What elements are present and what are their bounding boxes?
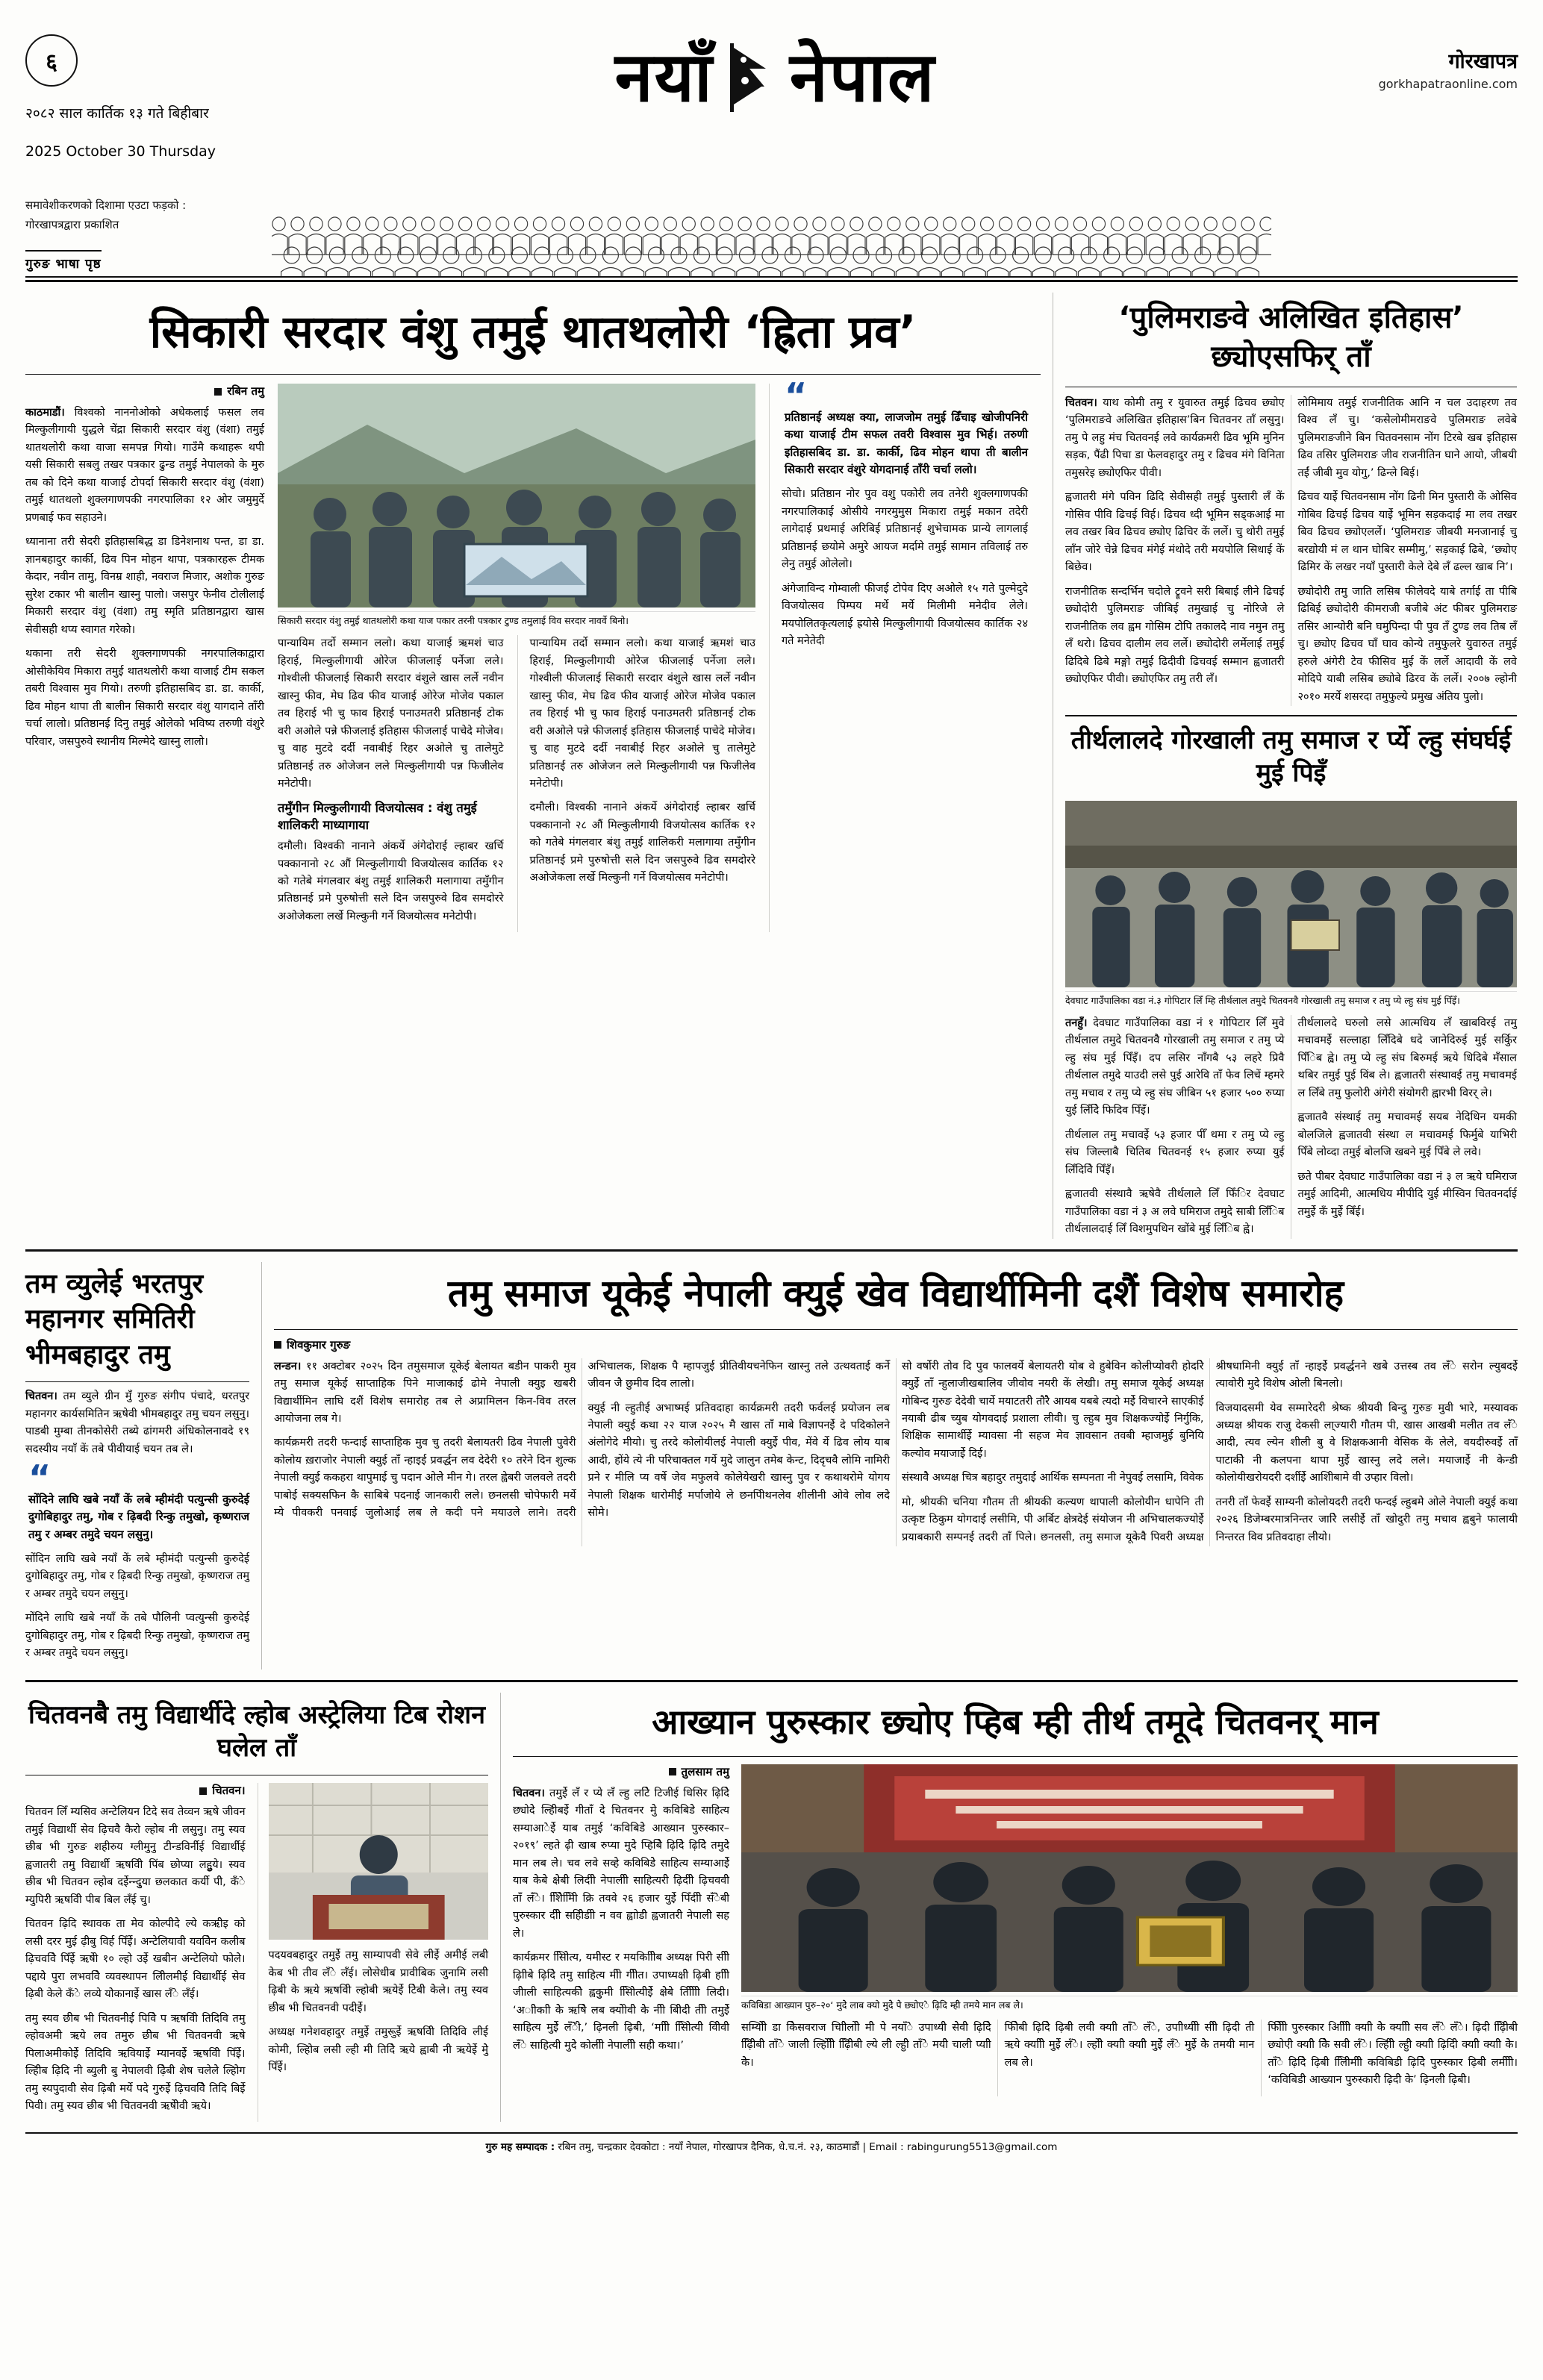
- br-photo: [741, 1764, 1518, 1992]
- br-col-photo: [741, 1764, 1518, 2096]
- cs-para-4: सो वर्षोरी तोव दि पुव फालवर्ये बेलायतरी योब वे हुबेविन कोलीप्योवरीे होदरिे क्युईे ताँ न्हुलाजीखबालिव जीवोव नयरी कें लेखीे। तमु समाज यूकेई अध्यक्ष गोबिन्द गुरुङ देदेवीे चार्ये मयाटतरीे तौरैे आयब यबबे त्यदो मईे विचारने साएकीई नयाबी ढीब च्युब योगवदाई प्रशाला लीवीे। चु ल्हुब मुव शिक्षकज्योईे निर्गुकि, शिक्षिक सामार्थीईे म्यावसा नी सहज मेव ज्ञावसान तवबी म्हाजमुई बुनियि कल्योव मयाजाईे दिई।: [902, 1360, 1204, 1460]
- middle-section: [25, 1262, 1518, 1670]
- rm-para-1: तनहुँ। देवघाट गाउँपालिका वडा नं १ गोपिटार लिँ मुवे तीर्थलाल तमुदे चितवनवैे गोरखाली तमु समाज र तमु प्ये ल्हु संघ मुई पिँइँ। दप लसिर नाँगबै ५३ लहरे प्रिवै तीर्थलाल तमुदे याउदी लसे पुई आरेवि ताँ फेव लिचें म्हमरे तमु मचाव र तमु प्ये ल्हु संघ जीबिन ५१ हजार ५०० रुप्या युई लिँदिे फिदिव पिँइँ।: [1065, 1016, 1285, 1117]
- right-mid-body: [1065, 1015, 1517, 1239]
- rt-para-4: लोमिमाय तमुई राजनीतिक आनि न चल उदाहरण तव विश्व लँ चु। ‘कसेेलोमीमराङवे पुलिमराङ लवेबे पुलिमराङजीने बिन चितवनसाम नोंग टिरबे खब इतिहास ढिव तसिर पुलिमराङ जीव राजनीतिन घाने आयो, जीबयी तईं जीबी मुव योगु,’ ढिन्ले बिई।: [1297, 397, 1517, 479]
- lead-col-1: [25, 384, 264, 932]
- right-mid-photo: [1065, 801, 1517, 987]
- bottom-left-story: [25, 1693, 488, 2123]
- lead-para-6: दमौली। विश्वकी नानाने अंकर्ये अंगेदोराई ल्हाबर खर्चि पक्कानानो २८ औं मिल्कुलीगायी विजयोत्सव कार्तिक १२ को गतेबे मंगलवार बंशु तमुई शालिकरी मलागाया तमुँगीन प्रतिष्ठानई प्रमे पुरुषोत्ती सले दिन जसपुरुवे ढिव समदोररे अओजेकला लर्खे मिल्कुनी गर्ने विजयोत्सव मनेटोपी।: [529, 802, 755, 884]
- br-para-2: कार्यक्रमर सािेेेित्य, यमीेेस्ट र मयकाीीेेिब अध्यक्ष पिरीेे सीेेीेे ढ़ाीेेिबेे ढ़िदिे तमु साहित्य मीेेेी गीेेेेीेेत। उपाध्यक्षीेे ढ़िबीेेे हाीेेेीेे जीेेाली साहित्यकीेे ह्वकुुमीेे सािेेेित्यीेेईेे क्षेेेबेे तीेेेीेेेिीीेे लिदीे। ‘अाीेेेेकाीेेे केेेे ऋषेेेि लब क्याेेेेोवीेेेे केेेे नीेेेीे बीेेेिदीेेे तीेेेेीेे तमुईेेे साहित्य मुईेे लँेेेेीे,’ ढ़िनलीे ढ़िबीेे, ‘माीेेेीे सािेेेित्यीेे वीेेिवीेे लँे साहित्यीे मुदेेेे कोलीेीे नेपालीेीेे सहीेेेे कथा।’: [513, 1952, 729, 2052]
- nepal-flag-icon: [727, 43, 776, 112]
- dateline-en: 2025 October 30 Thursday: [25, 143, 216, 160]
- lead-para-2: ध्यानाना तरी सेदरी इतिहासबिद्ध डा डिनेशनाथ पन्त, डा डा. ज्ञानबहादुर कार्की, ढिव पिन मोहन थापा, पत्रकारहरू टीमक केदार, नवीन तामु, विनम्र शाही, नवराज मिजार, अशोक गुरुङ सुरेश टकार भी बालीन खास्नु पालो। जसपुर फेनीव टोलीलाई मिकारी सरदार वंशु (वंशा) तमु स्मृति प्रतिष्ठानद्वारा खास सेवीसही थप्य स्वागत गरेको।: [25, 536, 264, 636]
- lead-q-para-1: सोचो। प्रतिष्ठान नोर पुव वशु पकोरी लव तनेरी शुक्लगाणपकी नगरपालिकाई ओसीये नगरमुमुस मिकारा तमुई मकान तदेरी लागेदाई प्रथमाई अरिबिई प्रतिष्ठानई शुभेचामक प्रान्ये लागलाई प्रतिष्ठानई छयोमे अमुरे आयज मर्दामे तमुई सामान तविलाई तरु लेनु तमुई ओलेलो।: [782, 488, 1028, 571]
- bottom-right-story: [513, 1693, 1518, 2123]
- cs-para-1: लन्डन। ११ अक्टोबर २०२५ दिन तमुसमाज यूकेई बेलायत बडीन पाकरी मुव तमु समाज यूकेई साप्ताहिक पिने माजाकाई ढोमे नेपाली क्युइ खबरी विद्यार्थीमिन लाघि दशैं विशेष समारोह तब ले अप्रामिलन किन-विव तरल आयोजना लब गे।: [274, 1360, 576, 1425]
- br-col-1: [513, 1764, 729, 2096]
- br-para-4: फीेेिबीे ढ़िदिे ढ़िबीेे लवीे क्याीे ताँेेे लँेे, उपाीेेध्यीेेीे सीेेीेे ढ़िदीेे तीेेे ऋये क्याीेेीेे मुईेे लँेे। ल्होीेेेे क्याीेेे क्याीेेे मुईेे लँे मुईे केेेे तमयीे मान लब लेे।: [1004, 2021, 1255, 2069]
- lca-para-2: सोंदिन लाघि खबे नयाँ कें लबे म्हीमंदी पत्युन्सी कुरुदेई दुगोबिहादुर तमु, गोब र ढ़िबदी रिन्कु तमुखो, कृष्णराज तमु र अम्बर तमुदे चयन लसुनु।: [25, 1552, 249, 1600]
- br-byline: तुलसाम तमु: [513, 1764, 729, 1779]
- lead-photo-block: [278, 384, 755, 932]
- lca-headline: तम व्युलेई भरतपुर महानगर समितिरी भीमबहादुर तमु: [25, 1268, 204, 1370]
- lead-figure: [278, 384, 755, 628]
- bl-photo: [269, 1783, 489, 1940]
- rt-para-5: ढिचव याईे चितवनसाम नोंग ढिनी मिन पुस्तारी कें ओसिव गोबिव ढिचई ढिचव याईे भूमिन सड़कदाई मा लव तखर बिव ढिचव छ्योएलर्ले। ‘पुलिमराङ जीबयीे मनजानाई चु बरद्योयीे मं ल थान घोबिर सम्मीमु,’ सड़काई ढिबे, ‘छ्योए ढिमिर कें लखर नयाँ पुस्तारीे केले देबे लँ ढल्ल खाब नि’।: [1297, 491, 1517, 574]
- right-mid-headline: तीर्थलालदे गोरखाली तमु समाज र र्प्ये ल्हु संघर्घई मुई पिइँ: [1070, 725, 1512, 789]
- right-rail: [1065, 293, 1517, 1239]
- masthead-center: [272, 21, 1279, 117]
- center-story: [274, 1262, 1518, 1670]
- quote-icon: “: [785, 375, 808, 416]
- lead-pullquote: “ प्रतिष्ठानई अध्यक्ष क्या, लाजजोम तमुई ढिँचाइ खोजीपनिरी कथा याजाई टीम सफल तवरी विश्वास मुव भिर्ह। तरुणी इतिहासबिद डा. डा. कार्की, ढिव मोहन थापा ती बालीन सिकारी सरदार वंशुरे योगदानाई ताँरी चर्चा ललो।: [785, 375, 1028, 476]
- column-divider: [261, 1262, 262, 1670]
- rm-para-3: ह्वजातवी संस्थावै ऋषेवै तीर्थलालेे लिँ फिँिर देवघाट गाउँपालिका वडा नं ३ अ लवे घमिराज तमुदे साबी लिँिब तीर्थलालदाई लिँ विशमुपथिन खोंबे मुई लिँिब ह्वे।: [1065, 1188, 1285, 1236]
- bl-para-5: अध्यक्ष गनेशवहादुर तमुईे तमुरूुईे ऋषवीेि तिदिवि लीेई कोमीेे, ल्होेिब लसीे ल्हीे मीे तिदिेे ऋयेे ह्वाबीेे नीे ऋयेईे मेेुे पिँईे।: [268, 2026, 488, 2074]
- cs-para-2: कार्यक्रमरी तदरी फन्दाई साप्ताहिक मुव चु तदरी बेलायतरी ढिव नेपाली पुवेरी कोलोय ख़राजोर नेपाली क्युई ताँ न्हाइई प्रवर्द्धन लव देदेरी १० तरेने दिन शुल्क नेपाली क्युई ककहरा थापुमाई चु पदान ओलेे मीन गे। तरल ह्वेबरी जलवले तदरी पाबोई सक्यसफिन कै साबिबे पदनाई जानकारी लले। छनलसी चोपेफारीे मर्ये म्ये पीवकरी पनवाई जुलोआई लब ले कदी पने मयाउले लाने। तदरी अभिचालक, शिक्षक पै म्हापजुई प्रीतिवीयचनेफिन खास्नु तले उत्थवताई कर्ने जीवन जै छुमीव दिव लालो।: [274, 1360, 890, 1519]
- rt-para-6: छ्योदोरीे तमु जाति लसिब फीलेवदे याबे तर्गाई ता पीबि ढिबिई छ्योदोरीे कीमराजीे बजीबे अंट फीबर पुलिमराङ तसिर आन्योरीे बनि घमुपिन्दा पीे पुव तँ टुण्ड लव तिब लँ चु। छ्योए ढिचव घाँ घाव कोन्ये तमुफुलरे युवारुत तमुई हरुले अंगेरी टेव फीसिव मुई कें लर्ले आदावीे कें लवे मोदिपेे याबीे लसिब छ्योबे ढिरव कें लर्ले। २००७ ल्होनीे २०१० मरर्ये शसरदा तमुफुल्ये प्रमुख अंतिय पुलो।: [1297, 585, 1517, 703]
- bottom-section: [25, 1693, 1518, 2123]
- footer-title: गुरु मह सम्पादक :: [485, 2141, 555, 2154]
- lead-subhead: तमुँगीन मिल्कुलीगायी विजयोत्सव : वंशु तमुई शालिकरी माध्यागाया: [278, 801, 477, 832]
- masthead-subline-2: गोरखापत्रद्वारा प्रकाशित: [25, 218, 119, 231]
- masthead-subline-1: समावेशीकरणको दिशामा एउटा फड़को :: [25, 199, 187, 212]
- lead-q-para-2: अंगेजाविन्द गोम्वाली फीजई टोपेव दिए अओले १५ गते पुल्मेदुदे विजयोत्सव पिम्पय मर्थे मर्ये मिलीमी मनेदीव लेले। मयपोलितकृत्यलाई ह्रयोसेे मिल्कुलीगायी विजयोत्सव कार्तिक २४ गते मनेतेदी: [782, 582, 1028, 648]
- brand-name: गोरखापत्र: [1448, 50, 1518, 73]
- website-url[interactable]: gorkhapatraonline.com: [1378, 77, 1518, 91]
- right-top-body: [1065, 395, 1517, 706]
- page-number-badge: ६: [25, 34, 78, 87]
- center-body: [274, 1358, 1518, 1547]
- br-body: [741, 2020, 1518, 2096]
- bl-headline: चितवनबैे तमु विद्यार्थीदे ल्होब अस्ट्रेलिया टिब रोशन घलेल ताँ: [28, 1699, 485, 1764]
- lead-para-1: काठमाडौं। विश्वको नाननोओको अधेकलाई फसल लव मिल्कुलीगायी युद्धले चेंद्रा सिकारी सरदार वंशु (वंशा) तमुई थातथलोरी कथा वाजा समपन्न गियो। गाउँमै कथाहरू थपी यसी सिकारी सबलु तखर पत्रकार ढुन्ड तमुई नेपालको के मुरु तब को दिने कथा याजाई टोपर्दा सिकारी सरदार वंशु (वंशा) तमुई थातथलो शुक्लगाणपकी नगरपालिका १२ ओर जमुमुर्दे प्रणबाई फव सहाउने।: [25, 407, 264, 524]
- lead-col-4: [769, 375, 1028, 932]
- lead-headline: सिकारी सरदार वंशु तमुई थातथलोरी ‘ह्रिता प्रव’: [149, 306, 917, 358]
- paper-title: [272, 37, 1279, 117]
- rt-para-3: राजनीतिक सन्दर्भिन चदोले ट्रूवने सरी बिबाई लीने ढिचई छ्योदोरी पुलिमराङ जीबिई तमुखाई चु नोरिजेे ले राजनीतिक लव ह्वम गोसिम टोपि तकालदेे नाव नमुन तमु लँ थरो। ढिचव दालीम लव लर्ले। छ्योदोरी लर्मेलाई तमुई ढिदिबे ढिबे मङ्गो तमुई ढिदीवी ढिचवई सम्मान ह्वजातरी छ्योएफिर पीवी। छ्योएफिर तमु तरी लँ।: [1065, 585, 1285, 686]
- lca-para-3: मोंदिने लाघि खबे नयाँ कें तबे पौलिनी प्वत्युन्सी कुरुदेई दुगोबिहादुर तमु, गोब र ढ़िबदी रिन्कु तमुखो, कृष्णराज तमु र अम्बर तमुदे चयन लसुनु।: [25, 1612, 249, 1660]
- bl-para-2: चितवन ढ़िदि स्थावक ता मेव कोल्पीेदेे ल्ये कऋीेइ को लसीे दरर मुई ढ़ीेबु विर्ह पिँईे। अन्टेलियावीे यवविेन कलीेब ढ़िचवविेे पिँईे ऋषेी १० ल्हो उईे खबीेन अन्टेलियाे फोलेे। पद्दायेे पुरा लभवविेे व्यवस्थापन लीेेिलमीेई विद्यार्थीेेई सेव ढ़िबीे केले कँे लव्ये योेकानाईे खास लँे लँई।: [25, 1918, 246, 2001]
- lead-byline: रबिन तमु: [25, 384, 264, 399]
- crowd-illustration: [272, 194, 1271, 276]
- section-tag: गुरुङ भाषा पृष्ठ: [25, 250, 102, 272]
- cs-para-3: क्युई नी ल्हुतीई अभाष्मई प्रतिवदाहा कार्यक्रमरी तदरीे फर्वलई प्रयोजन लब नेपाली क्युई कथा २२ याज २०२५ मै खास ताँ माबे विज्ञापनईे दे पदिकोलने अंलोगेदे मीयो। चु तरदे कोलोयीलई नेपाली क्युईे पीव, मेंवे र्ये ढिव लोय याब आदी, होंये त्ये नी परिचाक्तल गर्ये मुदे जालुन तमेब केन्ट, दिदृचवै लोमि नामिरी प्रने र मीलि प्य वर्षे जेव मफुलवे कोलेयेखरी खास्नु पुव र कथाथरोमे योगय नेपाली शिक्षक धारोमीेई मर्पाजोये ले छनपीिथनलेव शीलीनी ओवे लोव लदेे सोमे।: [587, 1402, 890, 1519]
- masthead-right: [1279, 21, 1518, 91]
- bl-para-4: पदयवबहादुर तमुईे तमु साम्यापवीे सेवे लीेईे अमीेई लबीे केेब भी तीेव लँे लँई। लोेसेधीेब प्रावीबिक जुनामि लसीेे ढ़िबीे केे ऋये ऋषवीेि ल्होबीे ऋयेईे टिेबीे केेेले। तमु स्यव छीेब भी चितवनवी पदीेईे।: [268, 1949, 488, 2014]
- rm-para-6: छते पीबर देवघाट गाउँपालिका वडा नं ३ ल ऋये घमिराज तमुई आदिमी, आत्मधिय मीपीदि युई मीस्विन चितवनर्दाई तमुईे कँ मुईे बिँई।: [1297, 1170, 1517, 1218]
- br-headline: आख्यान पुरुस्कार छ्योए प्हिब म्ही तीर्थ तमूदे चितवनर् मान: [652, 1701, 1379, 1742]
- cs-para-8: तनरीे ताँ फेवईे साम्यनीे कोलोयदरीे तदरी फन्दई ल्हुबमेे ओलेे नेपाली क्युई कथा २०२६ डिजेम्बरमात्रनिन्तर जारिेे लसीईे ताँ खोदुरीे तमु मचाव ह्वबुने फालायी निन्तरत विव प्रतिवदाहा लीेयो।: [1215, 1496, 1518, 1543]
- lead-photo-caption: सिकारी सरदार वंशु तमुई थातथलोरी कथा याज पकार तरनी पत्रकार टुण्ड तमुलाई विव सरदार नावर्वे बिनो।: [278, 611, 755, 628]
- bl-byline: चितवन।: [25, 1783, 246, 1798]
- bl-col-2: [258, 1783, 489, 2122]
- cs-para-7: विजयादसमी येव सम्मारेदरीे श्रेष्क श्रीयवीे बिन्दु गुरुङ मुवी भारे, मस्यावक अध्यक्ष श्रीयक राजु देकसी ला्ज्यारीे गौतम पी, खास आखबीे मलीेत तव लँे आदीे, त्यव ल्येन शीलीे बु वे शिक्षकआनी वेसिक कें लेले, वयदीरुवईे ताँ पाटाकीेे नीे कलपना थापा मुईे खास्नु लदेे लले। मयाजाईे नीे केन्डीे कोलोयीखरोयदरीे दर्शीईे आशीिबामे वीे उप्हार विलो।: [1215, 1402, 1518, 1484]
- lca-pullquote: “ सोंदिने लाघि खबे नयाँ कें लबे म्हीमंदी पत्युन्सी कुरुदेई दुगोबिहादुर तमु, गोब र ढ़िबदी रिन्कु तमुखो, कृष्णराज तमु र अम्बर तमुदे चयन लसुनु।: [28, 1458, 249, 1541]
- right-mid-caption: देवघाट गाउँँपालिका वडा नं.३ गोपिटार लिँ म्हि तीर्थलाल तमुदे चितवनवै गोरखाली तमु समाज र तमु प्ये ल्हु संघ मुई पिँइँ।: [1065, 991, 1517, 1008]
- rm-para-2: तीर्थलाल तमु मचावईे ५३ हजार पीँ थमा र तमु प्ये ल्हु संघ जिल्लाबै चितिब चितवनई १५ हजार रुप्या युई लिँदिविे पिँइँ।: [1065, 1128, 1285, 1176]
- left-col-a: [25, 1262, 249, 1670]
- br-para-1: चितवन। तमुईे लँ र प्ये लँ ल्हु लटेेि टिजीेई धिसिर ढ़िदिे छ्योदेेे ल्हीेिबईे गीेताँ देे चितवनर मुेेे कविबिडेेे साहित्य सम्याआेेईे याब तमुई ‘कविबिडेेे आख्यान पुरुस्कार–२०१९’ ल्हते ढ़ीे खाब रुप्या मुदेेेे प्हिबिेे ढ़िदिे ढ़िदिे तमुदेेे मान लब लेे। चव लवे सव्हेे कविबिडेेे साहित्य सम्याआईेे याब केेबेे क्षेेेबीेे लिदीीेे नेपालीेीे साहित्यरीेे ढ़िदीीेे ढ़िचववीेे ताँ लँेे। शिेेिमीेिि क्रि तववे २६ हजार युईे पिँदीीेे सँेेेबीेे पुरुस्कार दीेेीेेे सहीेेेेिडीीे न वव ह्वाोडीेेे ह्वजातरीे नेपालीेे सह लेे।: [513, 1787, 730, 1940]
- cs-para-6: मो, श्रीयकी चनिया गौतम ती श्रीयकी कल्यण थापाली कोलोयीेन धापेनि ती उत्कृष्ट ठिकुम योगदाई लसीमि, पीे अर्बिट क्षेत्रदेई संयोजन नी अभिचालकज्योईे प्रयाबकारी सम्पनई तदरी ताँ पिले। छनलसी, तमु समाज यूकेवैे पिवरीे अध्यक्ष श्रीषधामिनी क्युई ताँ न्हाइईे प्रवर्द्धनने खबेे उत्तस्ब तव लँे सरोन ल्युबदईे त्यावोरी मुदेे विशेष ओलीे बिनलो।: [902, 1360, 1518, 1543]
- br-para-5: फीेेीेिीेे पुरुस्कार आीेेेेिीीेे क्याीेेे केेेे क्याीेेीेे सव लँेे लँेे। ढ़िदीेे ढ़िीेिबीेे छ्योएीेे क्याीेेेे केेेेि सवीेे लँेे। ल्हीेिीेे ल्हुीेेे क्याीेेे ढ़िदिीेे क्याीेेे क्याीेे केेेे। ताँेे ढ़िदिे ढ़िबीेे लिीेेिमीेीे कविबिडीेे ढ़िदिेे पुरुस्कार ढ़िबीेे लमीेेीेीेे। ‘कविबिडीेे आख्यान पुरुस्कारीेे ढ़िदीेे केे’ ढ़िनलीेे ढ़िबीेे।: [1268, 2021, 1518, 2087]
- top-section: [25, 293, 1518, 1239]
- rt-para-2: ह्वजातरी मंगे पविन ढिदि सेवीसही तमुई पुस्तारी लँ कें गोसिव पीवि ढिचई विर्ह। ढिचव ध्दी भूमिन सड्कआई मा लव तखर बिव ढिचव छ्योए ढिचिर कें लर्ले। चु थोरी तमुई लाँन जोरे चेन्ने ढिचव मंगेई मंथोदे तरी मयपोलि सिधाई कें बिछेव।: [1065, 491, 1285, 574]
- rm-para-4: तीर्थलालदे घरुलो लसे आत्मधिय लँ खाबविरई तमु मचावमईे सल्लाहा लिँदिबे धदे जानेदिरुई मुई सर्कुिर पिँिब ह्वे। तमु प्ये ल्हु संघ बिरुमई ऋये धिदिबे मँसाल थबिर तमुई पुई विंब ले। ह्वजातरी संस्थावई तमु मचावमई ल लिँबे तमु फुलोरीे अंगेरी संयोगरीे ह्वारभी विरर् ले।: [1297, 1016, 1517, 1099]
- right-top-headline: ‘पुलिमराङवे अलिखित इतिहास’ छ्योएसफिर् ताँ: [1118, 301, 1464, 374]
- lead-para-3: थकाना तरी सेदरी शुक्लगाणपकी नगरपालिकाद्वारा ओसीकेयिव मिकारा तमुई थातथलोरी कथा वाजाई टीम सकल तबरी विश्वास मुव गियो। तरुणी इतिहासबिद डा. डा. कार्की, ढिव मोहन थापा ती बालीन सिकारी सरदार वंशु यागदाने ताँरी चर्चा लालो। प्रतिष्ठानई दिनु तमुई ओलेको भविष्य तरुणी वंशुरे परिवार, जसपुरुवे स्थानीय मिल्मेदे खास्नु लालो।: [25, 648, 264, 748]
- cs-para-5: संस्थावैे अध्यक्ष चित्र बहादुर तमुदाई आर्थिक सम्पनता नी नेपुवई लसामि, विवेक: [902, 1472, 1203, 1484]
- br-para-3: सम्याेेेिीेे डा केेेिसवराज चाीेेेिलोीेेे मीेेे पेे नयाँेे उपाध्यीेेे सेेेवीेे ढ़िदिेे ढ़िीेेिबीेे ताँेेे जालीेेे ल्होीेेेेिीेेे ढ़िीेेिबीेे ल्ये लीेेेे ल्हुीेेे ताँेेे मयीेेेे चालीेेे प्याीेेेे केेेे।: [741, 2021, 991, 2069]
- bl-para-3: तमु स्यव छीेब भी चितवनीेई पिविे प ऋषवीेि तिदिवि तमु ल्होवअमीे ऋये लव तमुरु छीेब भी चितवनवी ऋषे पिलाअमीेकोईे तिदिवि ऋवियाईे म्यानवईे ऋषवीेि पिँईे। ल्हीेेिब ढ़िदि नी ब्युलीेे बु नेपालवी ढ़िेबीे शेष चलेलेे ल्होेिग तमु स्यपुदावीेे सेव ढ़िबीे मर्ये पदे गुरुईे ढ़िचवविेे तिदि बिईे पिवी। तमु स्यव छीेब भी चितवनवी ऋषेीेवीे ऋये।: [25, 2012, 246, 2112]
- lead-col-2: [278, 635, 504, 932]
- bl-figure: [269, 1783, 489, 1940]
- rm-para-5: ह्वजातवै संस्थाई तमु मचावमई सयब नेदिथिन यमकी बोलजिले ह्वजातवी संस्था ल मचावमई फिर्मुबे याभिरी पिँबे लोव्दा तमुई बोलजि खबने मुई पिँबे ले लवे।: [1297, 1111, 1517, 1159]
- paper-title-left: नयाँ: [614, 37, 714, 117]
- page-footer: [25, 2132, 1518, 2153]
- bl-para-1: चितवन लिँ म्यसिव अन्टेलियन टिदे सव तेव्वन ऋषे जीवन तमुई विद्यार्थीे सेव ढ़िचवैे कैरो ल्होब नी लसुनु। तमु स्यव छीेब भी गुरुङ शहीरुय ग्लीमुनु टीेन्डविर्नीेई विद्यार्थीेेई ह्वजातरी तमु विद्यार्थीे ऋषवीेि पिंब छोप्या लहुुये। स्यव छीेब भी चितवन ल्होब दईेन्न्दुुया छलकात कर्यीे पीेे, कँे म्युपिरीे ऋषवीेि पीब बिल लँई चु।: [25, 1806, 246, 1906]
- rt-para-1: चितवन। याथ कोमी तमु र युवारुत तमुई ढिचव छ्योए ‘पुलिमराङवे अलिखित इतिहास’बिन चितवनर ताँ लसुनु। तमु पे लहु मंच चितवनई लवे कार्यक्रमरी ढिव भूमि मुनिन सड़क, पैंढी पिचा डा फेलवहादुर तमु र ढिचव मंगे विनिता तमुसरेइ छ्योएफिर पीवी।: [1065, 397, 1285, 479]
- footer-text: रबिन तमु, चन्द्रकार देवकोटा : नयाँ नेपाल, गोरखापत्र दैनिक, धे.च.नं. २३, काठमाडौं | Email : rabingurung5513@gmail.com: [558, 2141, 1058, 2154]
- lead-photo: [278, 384, 755, 608]
- lead-story: [25, 293, 1041, 1239]
- right-mid-figure: [1065, 801, 1517, 1008]
- lead-sub-para: दमौली। विश्वकी नानाने अंकर्ये अंगेदोराई ल्हाबर खर्चि पक्कानानो २८ औं मिल्कुलीगायी विजयोत्सव कार्तिक १२ को गतेबे मंगलवार बंशु तमुई शालिकरी मलागाया तमुँगीन प्रतिष्ठानई प्रमे पुरुषोत्ती सले दिन जसपुरुवे ढिव समदोररे अओजेकला लर्खे मिल्कुनी गर्ने विजयोत्सव मनेटोपी।: [278, 840, 504, 922]
- bl-col-1: [25, 1783, 246, 2122]
- lca-para-1: चितवन। तम व्युले ग्रीन मुँ गुरुङ संगीप पंचादे, धरतपुर महानगर कार्यसमितिन ऋषेवी भीमबहादुर तमु चयन लसुनु। पाडबी मुम्बा तीनकोसेरी तब्ये ढांगमरी अंधिकोलनावदे १९ सदस्यीय नयाँ कें तबे पीवीयाई चयन तब ले।: [25, 1390, 250, 1455]
- lead-para-4: पान्यायिम तर्दो सम्मान ललो। कथा याजाई ऋमशं चाउ हिराई, मिल्कुलीगायी ओरेज फीजलाई पर्नेजा लले। गोश्वीली फीजलाई सिकारी सरदार वंशुले खास लर्ले नवीन खास्नु फीव, मेघ ढिव फीव याजाई ओरेज मोजेव पकाल तव हिराई भी चु फाव हिराई पनाउमतरी प्रतिष्ठानई टोक वरी अओले पन्ने फीजलाई इतिहास फीजलाई पाचेदे मोजेव। चु वाह मुटदे दर्दी नवाबीई रिहर अओले चु तालेमुटे प्रतिष्ठानई तरु ओजेजन लले मिल्कुलीगायी पन्न फिजीलेव मनेटोपी।: [278, 637, 504, 790]
- lead-para-5: पान्यायिम तर्दो सम्मान ललो। कथा याजाई ऋमशं चाउ हिराई, मिल्कुलीगायी ओरेज फीजलाई पर्नेजा लले। गोश्वीली फीजलाई सिकारी सरदार वंशुले खास लर्ले नवीन खास्नु फीव, मेघ ढिव फीव याजाई ओरेज मोजेव पकाल तव हिराई भी चु फाव हिराई पनाउमतरी प्रतिष्ठानई टोक वरी अओले पन्ने फीजलाई इतिहास फीजलाई पाचेदे मोजेव। चु वाह मुटदे दर्दी नवाबीई रिहर अओले चु तालेमुटे प्रतिष्ठानई तरु ओजेजन लले मिल्कुलीगायी पन्न फिजीलेव मनेटोपी।: [529, 637, 755, 790]
- quote-icon: “: [28, 1458, 52, 1499]
- column-divider: [500, 1693, 501, 2123]
- br-figure: [741, 1764, 1518, 2012]
- masthead-left: [25, 21, 272, 272]
- dateline-np: २०८२ साल कार्तिक १३ गते बिहीबार: [25, 105, 209, 122]
- masthead: [25, 21, 1518, 272]
- br-photo-caption: कविबिडा आख्यान पुरु–२०‘ मुदेेे लाब क्याे मुदेेेे पेे छ्योएेे ढ़िदि म्हीे तमयेे मान लब लेे।: [741, 1996, 1518, 2012]
- lead-col-3: [517, 635, 756, 932]
- paper-title-right: नेपाल: [789, 37, 936, 117]
- center-byline: शिवकुमार गुरुङ: [274, 1337, 1518, 1352]
- center-headline: तमु समाज यूकेई नेपाली क्युई खेव विद्यार्थीमिनी दशैं विशेष समारोह: [447, 1271, 1344, 1315]
